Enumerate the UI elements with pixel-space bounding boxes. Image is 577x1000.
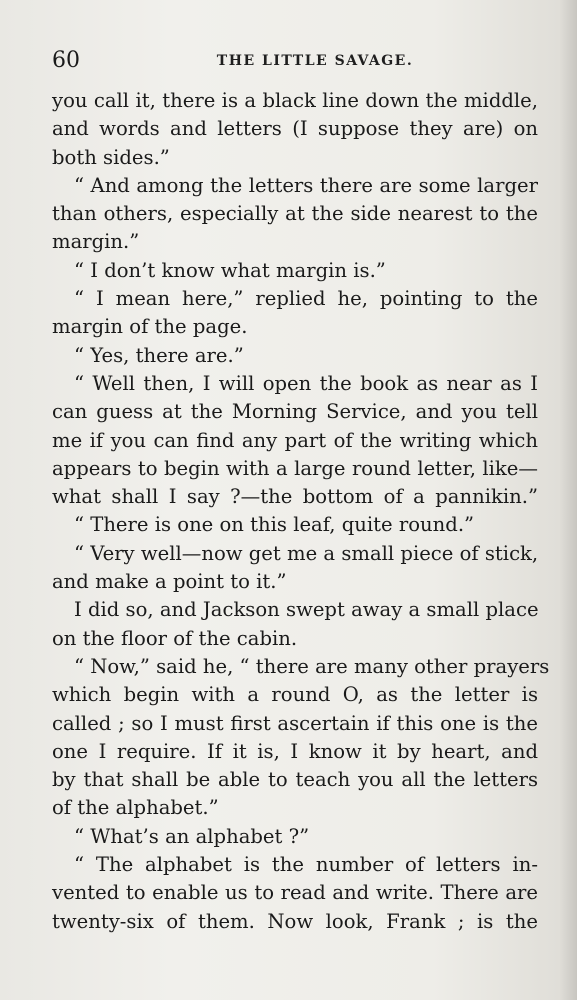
text-line: “ I don’t know what margin is.” [74, 258, 386, 282]
text-line: “ And among the letters there are some larger [74, 173, 538, 197]
text-line: margin.” [52, 230, 140, 254]
text-line: you call it, there is a black line down the middle, [52, 89, 538, 112]
running-title: THE LITTLE SAVAGE. [216, 53, 414, 69]
text-line: “ Now,” said he, “ there are many other prayers [74, 654, 550, 678]
text-line: “ Well then, I will open the book as near as I [74, 371, 538, 395]
text-line: and words and letters (I suppose they are) on [52, 117, 538, 141]
text-line: “ I mean here,” replied he, pointing to the [74, 287, 538, 311]
text-line: can guess at the Morning Service, and you tell [52, 400, 538, 424]
text-line: than others, especially at the side nearest to the [52, 202, 538, 226]
text-line: of the alphabet.” [52, 796, 219, 820]
text-line: “ Yes, there are.” [74, 343, 244, 367]
text-line: one I require. If it is, I know it by heart, and [52, 739, 538, 763]
text-line: I did so, and Jackson swept away a small place [74, 598, 539, 622]
text-line: both sides.” [52, 145, 170, 169]
page-number: 60 [52, 48, 80, 73]
text-line: which begin with a round O, as the letter is [52, 683, 538, 707]
text-line: vented to enable us to read and write. There are [52, 881, 538, 905]
text-line: called ; so I must first ascertain if this one is the [52, 711, 538, 735]
text-line: “ Very well—now get me a small piece of stick, [74, 541, 539, 565]
text-line: twenty-six of them. Now look, Frank ; is the [52, 909, 538, 933]
body-text [52, 87, 550, 936]
text-line: me if you can find any part of the writing which [52, 428, 538, 452]
text-line: on the floor of the cabin. [52, 626, 298, 650]
text-line: margin of the page. [52, 315, 248, 339]
text-line: what shall I say ?—the bottom of a pannikin.” [52, 485, 538, 509]
page-header [52, 46, 538, 76]
text-line: “ What’s an alphabet ?” [74, 824, 310, 848]
text-line: “ There is one on this leaf, quite round.” [74, 513, 475, 537]
text-line: and make a point to it.” [52, 570, 287, 594]
text-line: by that shall be able to teach you all the letters [52, 768, 538, 792]
text-line: appears to begin with a large round letter, like— [52, 456, 538, 480]
text-line: “ The alphabet is the number of letters in- [74, 853, 538, 877]
